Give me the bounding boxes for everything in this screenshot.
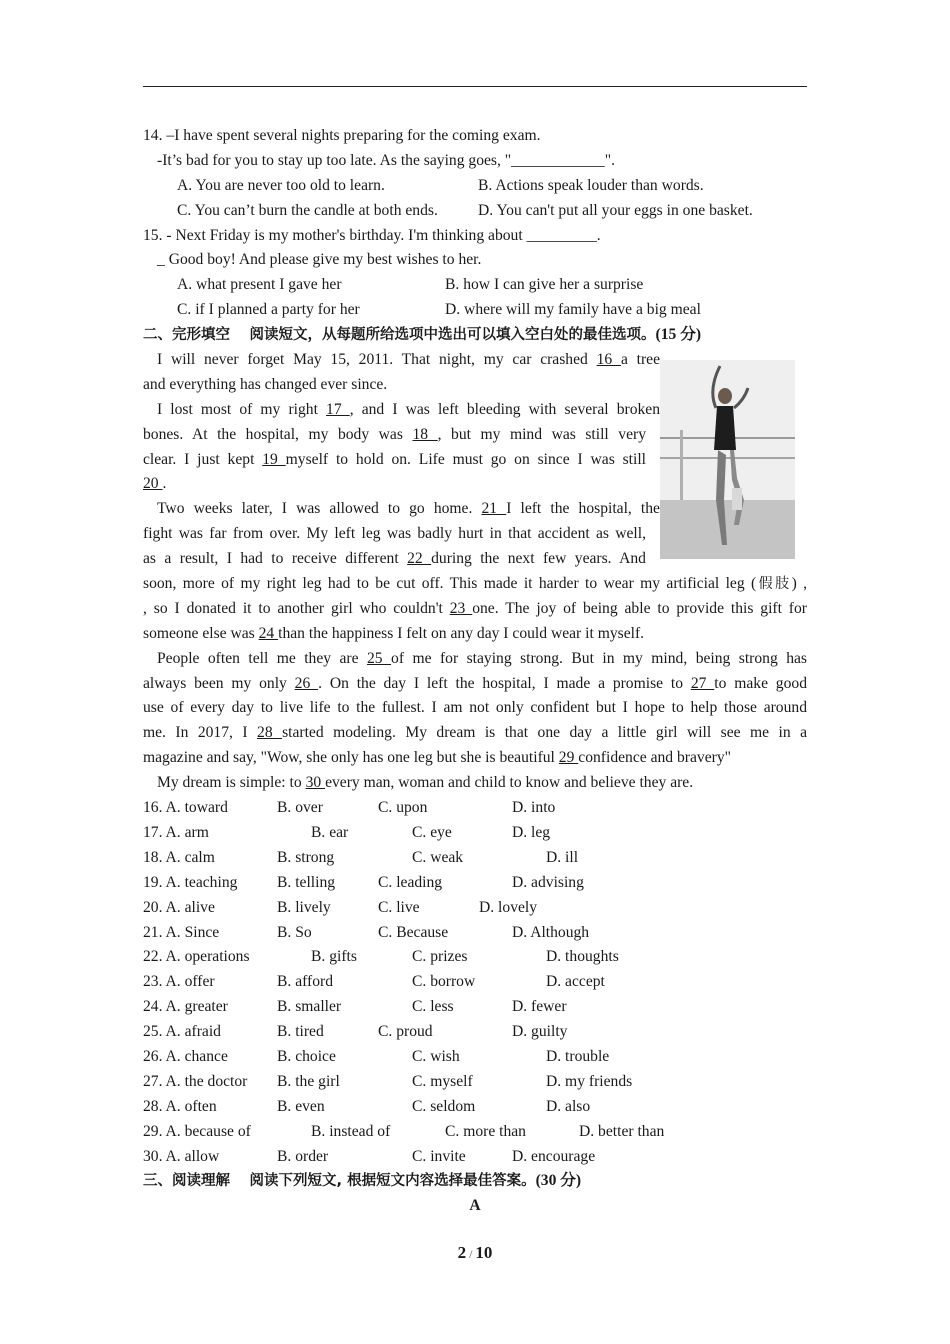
option-c: C. invite [412,1147,466,1165]
option-d: D. also [546,1097,591,1115]
passage-line [143,647,807,672]
option-d: D. my friends [546,1072,633,1090]
option-a: 20. A. alive [143,898,215,916]
passage-line [143,771,807,796]
page-number [0,1243,950,1263]
blank-23: 23 [449,599,473,617]
option-d: D. accept [546,973,605,991]
passage-text: , and I was left bleeding with several broken [349,400,661,418]
passage-text: My dream is simple: to [157,774,306,792]
option-a: 19. A. teaching [143,873,238,891]
blank-22: 22 [407,550,432,568]
passage-line [143,547,646,572]
passage-text: I will never forget May 15, 2011. That night, my car crashed [157,351,597,369]
option-row-18 [143,846,807,871]
header-rule [143,86,807,87]
passage-text: myself to hold on. Life must go on since I was still [285,450,646,468]
q14-option-b: B. Actions speak louder than words. [478,176,704,194]
blank-16: 16 [596,351,621,369]
option-row-28 [143,1095,807,1120]
option-a: 29. A. because of [143,1122,251,1140]
option-row-24 [143,995,807,1020]
passage-line [143,672,807,697]
q14-options-row2 [143,199,807,224]
section2-heading [143,323,807,348]
passage-text: People often tell me they are [157,649,367,667]
q14-option-a: A. You are never too old to learn. [177,176,385,194]
passage-line [143,472,646,497]
option-b: B. lively [277,898,331,916]
passage-text: . [162,475,167,493]
option-b: B. afford [277,973,334,991]
passage-text: of me for staying strong. But in my mind, being strong has [391,649,807,667]
passage-text: always been my only [143,674,295,692]
passage-line [143,721,807,746]
passage-text: ) , [791,575,808,593]
option-row-27 [143,1070,807,1095]
option-a: 17. A. arm [143,823,209,841]
passage-text: Two weeks later, I was allowed to go home. [157,500,482,518]
section3-heading [143,1169,807,1194]
q15-options-row1 [143,273,807,298]
q15-option-b: B. how I can give her a surprise [445,276,644,294]
passage-text: , but my mind was still very [437,425,646,443]
passage-line [143,448,646,473]
option-c: C. more than [445,1122,526,1140]
option-a: 16. A. toward [143,799,228,817]
passage-text: fight was far from over. My left leg was badly hurt in that accident as well, [143,525,646,543]
option-a: 18. A. calm [143,848,215,866]
passage-text: , so I donated it to another girl who couldn't [143,599,450,617]
q14-option-c: C. You can’t burn the candle at both ends. [177,201,438,219]
option-b: B. gifts [311,948,357,966]
option-b: B. the girl [277,1072,340,1090]
passage-text: as a result, I had to receive different [143,550,408,568]
passage-text: than the happiness I felt on any day I could wear it myself. [278,624,645,642]
q15-option-c: C. if I planned a party for her [177,301,360,319]
passage-line [143,373,646,398]
passage-text: bones. At the hospital, my body was [143,425,413,443]
option-a: 24. A. greater [143,998,228,1016]
option-a: 27. A. the doctor [143,1072,248,1090]
passage-text: use of every day to live life to the fullest. I am not only confident but I hope to help those around [143,699,807,717]
blank-25: 25 [366,649,392,667]
passage-line [143,597,807,622]
option-a: 21. A. Since [143,923,220,941]
option-row-22 [143,945,807,970]
passage-text: magazine and say, "Wow, she only has one leg but she is beautiful [143,749,559,767]
option-d: D. guilty [512,1023,568,1041]
q15-options-row2 [143,298,807,323]
blank-17: 17 [326,400,350,418]
blank-19: 19 [262,450,286,468]
option-b: B. even [277,1097,325,1115]
passage-text: me. In 2017, I [143,724,258,742]
blank-18: 18 [412,425,438,443]
option-row-23 [143,970,807,995]
passage-text: someone else was [143,624,259,642]
option-c: C. wish [412,1047,460,1065]
option-d: D. into [512,799,556,817]
page-separator: / [469,1247,473,1261]
option-d: D. Although [512,923,590,941]
passage-line [143,622,807,647]
passage-line [143,423,646,448]
option-a: 25. A. afraid [143,1023,221,1041]
passage-text: a tree [620,351,660,369]
option-row-25 [143,1020,807,1045]
option-row-19 [143,871,807,896]
passage-text: to make good [714,674,807,692]
passage-text: during the next few years. And [431,550,646,568]
option-b: B. instead of [311,1122,391,1140]
option-a: 28. A. often [143,1097,217,1115]
option-d: D. better than [579,1122,665,1140]
option-row-16 [143,796,807,821]
passage-line [143,348,660,373]
passage-text: I left the hospital, the [506,500,660,518]
section3-score: (30 分) [535,1172,582,1190]
option-c: C. eye [412,823,452,841]
option-d: D. encourage [512,1147,596,1165]
option-c: C. myself [412,1072,473,1090]
q15-reply: _ Good boy! And please give my best wishes to her. [157,251,482,269]
q15-option-a: A. what present I gave her [177,276,342,294]
option-c: C. less [412,998,454,1016]
option-d: D. leg [512,823,551,841]
option-b: B. ear [311,823,349,841]
blank-21: 21 [481,500,507,518]
option-c: C. upon [378,799,428,817]
passage-line [143,696,807,721]
option-d: D. lovely [479,898,538,916]
q15-option-d: D. where will my family have a big meal [445,301,701,319]
passage-line [143,522,646,547]
option-b: B. smaller [277,998,342,1016]
option-a: 30. A. allow [143,1147,220,1165]
passage-line [143,497,660,522]
option-b: B. over [277,799,323,817]
section3-part-label: A [469,1197,481,1215]
passage-line [143,572,807,597]
option-row-30 [143,1145,807,1170]
page-current: 2 [457,1243,467,1262]
blank-24: 24 [258,624,279,642]
option-c: C. weak [412,848,464,866]
blank-27: 27 [690,674,715,692]
section2-title: 二、完形填空 阅读短文，从每题所给选项中选出可以填入空白处的最佳选项。 [143,327,656,344]
option-a: 22. A. operations [143,948,250,966]
passage-text: started modeling. My dream is that one day a little girl will see me in a [282,724,808,742]
passage-text: and everything has changed ever since. [143,375,388,393]
q14-stem: 14. –I have spent several nights preparing for the coming exam. [143,127,541,144]
blank-20: 20 [143,475,163,493]
passage-line [143,398,660,423]
option-d: D. trouble [546,1047,610,1065]
option-c: C. leading [378,873,443,891]
passage-text: soon, more of my right leg had to be cut off. This made it harder to wear my artificial leg ( [143,575,757,593]
option-b: B. So [277,923,312,941]
blank-28: 28 [257,724,283,742]
option-row-26 [143,1045,807,1070]
option-b: B. order [277,1147,329,1165]
passage-line [143,746,807,771]
option-a: 23. A. offer [143,973,215,991]
blank-30: 30 [305,774,326,792]
option-row-17 [143,821,807,846]
passage-text: clear. I just kept [143,450,263,468]
q15-stem: 15. - Next Friday is my mother's birthday. I'm thinking about _________. [143,226,601,244]
option-d: D. fewer [512,998,567,1016]
passage-text: one. The joy of being able to provide this gift for [472,599,807,617]
option-c: C. Because [378,923,449,941]
passage-text: . On the day I left the hospital, I made a promise to [318,674,691,692]
option-d: D. ill [546,848,579,866]
q14-option-d: D. You can't put all your eggs in one basket. [478,201,753,219]
option-d: D. advising [512,873,584,891]
exam-page-content [143,124,807,1219]
option-row-21 [143,921,807,946]
passage-text: I lost most of my right [157,400,327,418]
blank-29: 29 [558,749,579,767]
option-b: B. choice [277,1047,336,1065]
q14-reply: -It’s bad for you to stay up too late. As the saying goes, "____________". [157,151,615,169]
option-c: C. prizes [412,948,468,966]
option-c: C. proud [378,1023,433,1041]
passage-text-cn: 假肢 [756,576,792,593]
option-c: C. seldom [412,1097,476,1115]
option-c: C. live [378,898,420,916]
passage-text: confidence and bravery" [578,749,731,767]
section3-title: 三、阅读理解 阅读下列短文, 根据短文内容选择最佳答案。 [143,1173,536,1190]
option-d: D. thoughts [546,948,619,966]
option-a: 26. A. chance [143,1047,228,1065]
option-c: C. borrow [412,973,476,991]
q14-options-row1 [143,174,807,199]
option-b: B. strong [277,848,335,866]
section2-score: (15 分) [655,326,702,344]
blank-26: 26 [294,674,319,692]
option-row-29 [143,1120,807,1145]
option-b: B. tired [277,1023,324,1041]
option-row-20 [143,896,807,921]
passage-text: every man, woman and child to know and believe they are. [325,774,694,792]
option-b: B. telling [277,873,336,891]
page-total: 10 [475,1243,493,1262]
